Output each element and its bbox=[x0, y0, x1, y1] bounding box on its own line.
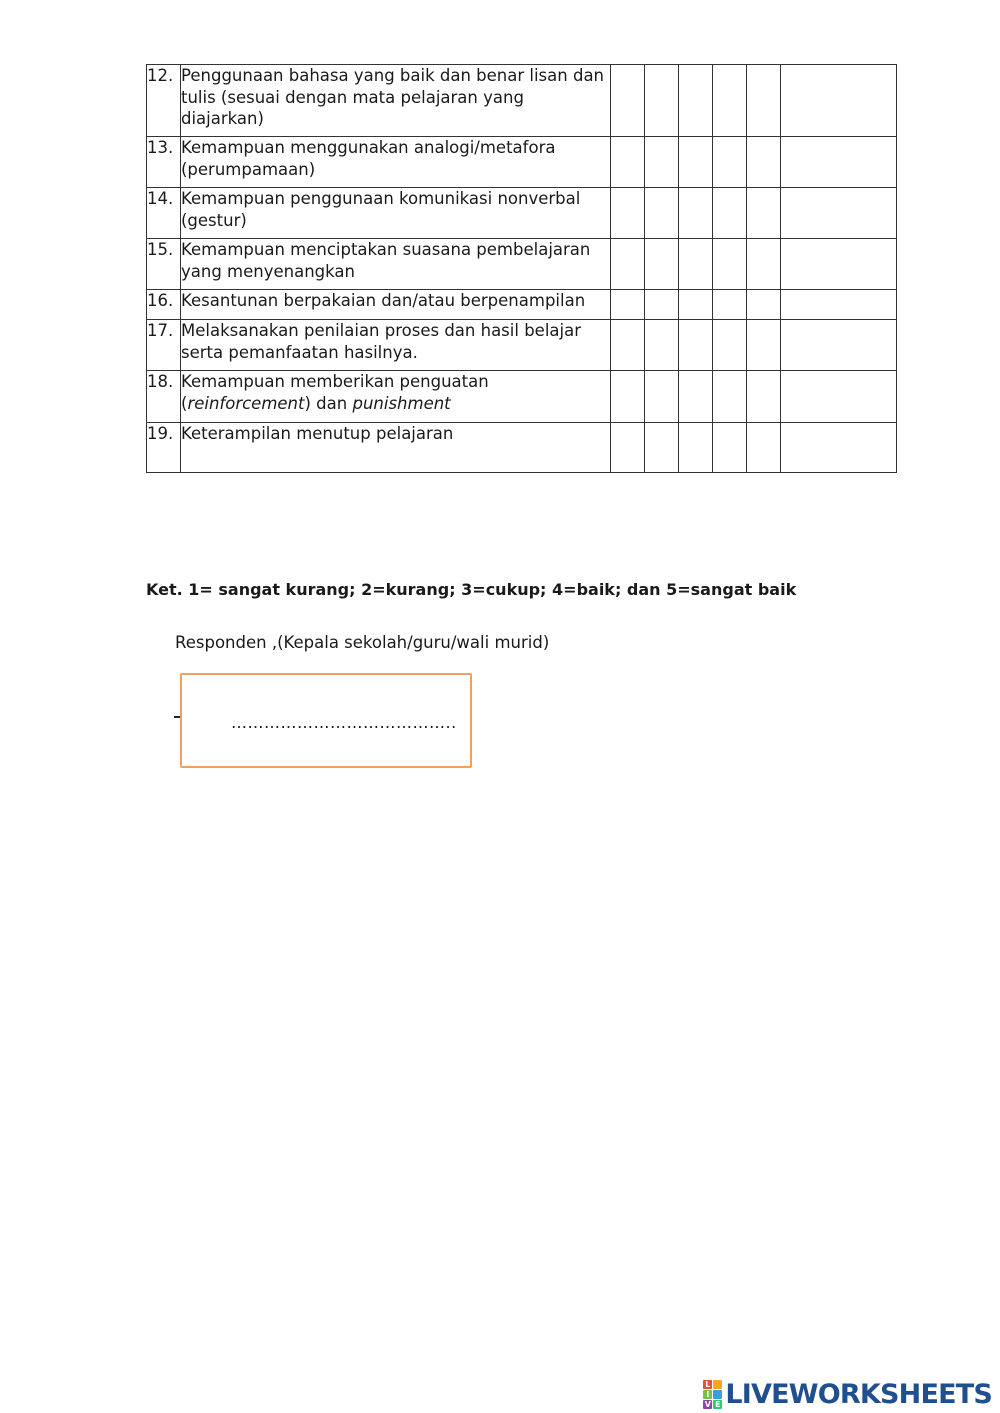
score-cell-1[interactable] bbox=[611, 290, 645, 320]
criterion-text: Kemampuan menciptakan suasana pembelajaran yang menyenangkan bbox=[181, 239, 611, 290]
row-number: 19. bbox=[147, 423, 181, 473]
signature-placeholder: ………………………………….. bbox=[231, 713, 457, 732]
score-cell-5[interactable] bbox=[747, 423, 781, 473]
logo-tile bbox=[713, 1390, 722, 1399]
score-cell-2[interactable] bbox=[645, 188, 679, 239]
score-cell-3[interactable] bbox=[679, 290, 713, 320]
score-cell-1[interactable] bbox=[611, 188, 645, 239]
row-number: 13. bbox=[147, 137, 181, 188]
criterion-text: Kesantunan berpakaian dan/atau berpenampilan bbox=[181, 290, 611, 320]
score-cell-5[interactable] bbox=[747, 137, 781, 188]
row-number: 18. bbox=[147, 371, 181, 423]
table-row bbox=[147, 371, 897, 423]
notes-cell[interactable] bbox=[781, 65, 897, 137]
score-cell-5[interactable] bbox=[747, 320, 781, 371]
criterion-text: Kemampuan penggunaan komunikasi nonverbal (gestur) bbox=[181, 188, 611, 239]
table-row bbox=[147, 188, 897, 239]
score-cell-4[interactable] bbox=[713, 371, 747, 423]
criterion-text: Melaksanakan penilaian proses dan hasil belajar serta pemanfaatan hasilnya. bbox=[181, 320, 611, 371]
score-cell-4[interactable] bbox=[713, 137, 747, 188]
score-cell-1[interactable] bbox=[611, 371, 645, 423]
criterion-text-part: Kemampuan memberikan penguatan ( bbox=[181, 372, 489, 413]
score-cell-2[interactable] bbox=[645, 423, 679, 473]
notes-cell[interactable] bbox=[781, 188, 897, 239]
assessment-table bbox=[146, 64, 897, 473]
liveworksheets-logo-icon bbox=[703, 1380, 722, 1409]
logo-tile: L bbox=[705, 1379, 711, 1389]
score-cell-2[interactable] bbox=[645, 371, 679, 423]
criterion-text: Keterampilan menutup pelajaran bbox=[181, 423, 611, 473]
score-cell-5[interactable] bbox=[747, 239, 781, 290]
criterion-text-italic: punishment bbox=[352, 393, 451, 413]
score-cell-1[interactable] bbox=[611, 65, 645, 137]
score-cell-3[interactable] bbox=[679, 423, 713, 473]
brand-name: LIVEWORKSHEETS bbox=[725, 1378, 992, 1410]
score-cell-4[interactable] bbox=[713, 188, 747, 239]
score-cell-3[interactable] bbox=[679, 188, 713, 239]
criterion-text bbox=[181, 371, 611, 423]
liveworksheets-brand bbox=[703, 1377, 992, 1411]
score-cell-5[interactable] bbox=[747, 371, 781, 423]
row-number: 14. bbox=[147, 188, 181, 239]
row-number: 17. bbox=[147, 320, 181, 371]
table-row bbox=[147, 65, 897, 137]
notes-cell[interactable] bbox=[781, 290, 897, 320]
score-cell-5[interactable] bbox=[747, 65, 781, 137]
score-cell-2[interactable] bbox=[645, 320, 679, 371]
score-cell-2[interactable] bbox=[645, 290, 679, 320]
score-cell-3[interactable] bbox=[679, 137, 713, 188]
logo-tile bbox=[713, 1380, 722, 1389]
row-number: 16. bbox=[147, 290, 181, 320]
respondent-label: Responden ,(Kepala sekolah/guru/wali murid) bbox=[175, 633, 550, 652]
score-cell-3[interactable] bbox=[679, 239, 713, 290]
score-cell-1[interactable] bbox=[611, 423, 645, 473]
score-cell-5[interactable] bbox=[747, 188, 781, 239]
notes-cell[interactable] bbox=[781, 320, 897, 371]
notes-cell[interactable] bbox=[781, 137, 897, 188]
score-cell-2[interactable] bbox=[645, 137, 679, 188]
table-row bbox=[147, 137, 897, 188]
score-cell-3[interactable] bbox=[679, 371, 713, 423]
score-cell-1[interactable] bbox=[611, 320, 645, 371]
row-number: 12. bbox=[147, 65, 181, 137]
table-row bbox=[147, 290, 897, 320]
criterion-text: Penggunaan bahasa yang baik dan benar lisan dan tulis (sesuai dengan mata pelajaran yang diajarkan) bbox=[181, 65, 611, 137]
score-cell-2[interactable] bbox=[645, 239, 679, 290]
table-row bbox=[147, 423, 897, 473]
signature-input-box[interactable] bbox=[180, 673, 472, 768]
logo-tile: E bbox=[715, 1399, 721, 1409]
row-number: 15. bbox=[147, 239, 181, 290]
score-cell-4[interactable] bbox=[713, 65, 747, 137]
logo-tile: V bbox=[704, 1399, 711, 1409]
score-cell-2[interactable] bbox=[645, 65, 679, 137]
score-cell-3[interactable] bbox=[679, 320, 713, 371]
logo-tile: I bbox=[703, 1390, 712, 1399]
score-legend: Ket. 1= sangat kurang; 2=kurang; 3=cukup; 4=baik; dan 5=sangat baik bbox=[146, 580, 797, 599]
criterion-text-part: ) dan bbox=[304, 393, 353, 413]
notes-cell[interactable] bbox=[781, 423, 897, 473]
score-cell-4[interactable] bbox=[713, 423, 747, 473]
criterion-text: Kemampuan menggunakan analogi/metafora (perumpamaan) bbox=[181, 137, 611, 188]
criterion-text-italic: reinforcement bbox=[187, 393, 305, 413]
score-cell-3[interactable] bbox=[679, 65, 713, 137]
score-cell-4[interactable] bbox=[713, 320, 747, 371]
score-cell-4[interactable] bbox=[713, 239, 747, 290]
score-cell-5[interactable] bbox=[747, 290, 781, 320]
score-cell-1[interactable] bbox=[611, 239, 645, 290]
table-row bbox=[147, 320, 897, 371]
table-row bbox=[147, 239, 897, 290]
score-cell-1[interactable] bbox=[611, 137, 645, 188]
notes-cell[interactable] bbox=[781, 371, 897, 423]
score-cell-4[interactable] bbox=[713, 290, 747, 320]
notes-cell[interactable] bbox=[781, 239, 897, 290]
